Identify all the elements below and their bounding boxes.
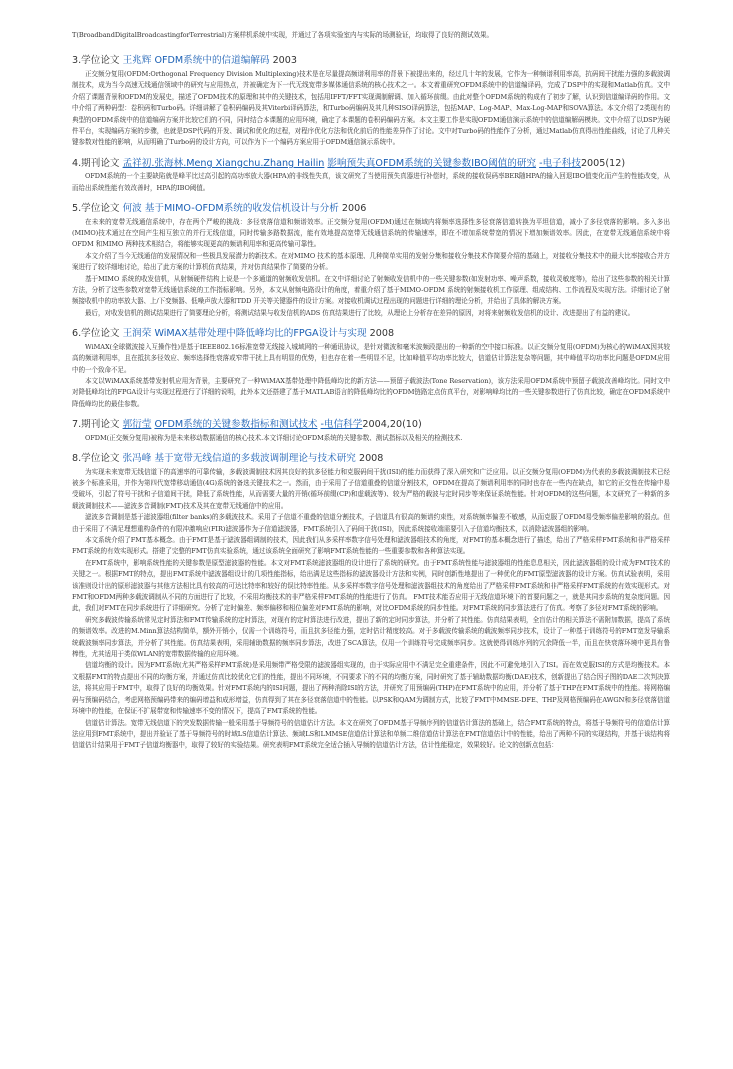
entry-number: 3. (72, 55, 82, 67)
reference-entry-3 (72, 55, 670, 148)
entry-type: 学位论文 (81, 453, 120, 465)
entry-year: 2006 (341, 203, 367, 215)
entry-heading (72, 55, 670, 68)
author-link[interactable]: 王润荣 (122, 328, 152, 340)
title-link[interactable]: 基于宽带无线信道的多载波调制理论与技术研究 (154, 453, 356, 465)
entry-number: 8. (72, 453, 82, 465)
entry-year: 2004,20(10) (362, 419, 422, 431)
reference-entry-4 (72, 158, 670, 194)
entry-heading (72, 158, 670, 171)
entry-year: 2005(12) (580, 157, 626, 169)
abstract-paragraph: 信道均衡的设计。因为FMT系统(尤其严格采样FMT系统)是采用频带严格受限的滤波器组实现的，由于实际应用中不满足完全重建条件，因此不可避免地引入了ISI。而在效克服ISI的方式是均衡技术。本文根据FMT的特点提出不同的均衡方案，并通过仿真比较优化它们的性能，提出不同环境，不同要求下的不同的均衡方案，同时研究了基于辅助数据均衡(DAE)技术，创新提出了结合因子图的DAE二次判决算法，将其应用于FMT中，取得了良好的均衡效果。针对FMT系统内的ISI问题，提出了两种消除ISI的方法，并研究了用预编码(THP)在FMT系统中的应用，并分析了基于THP在FMT系统中的性能。将网格编码与预编码结合，考虑网格预编码带来的编码增益和成形增益，仿真得到了其在多径衰落信道中的性能。以PSK和QAM为调制方式，比较了FMT中MMSE-DFE、THP及网格预编码在AWGN和多径衰落信道环境中的性能，在保证不扩展带宽和传输速率不变的情况下，提高了FMT系统的性能。 (72, 661, 670, 716)
title-link[interactable]: 基于MIMO-OFDM系统的收发信机设计与分析 (144, 203, 339, 215)
entry-heading (72, 453, 670, 466)
entry-type: 学位论文 (81, 328, 120, 340)
abstract-paragraph: 本文介绍了当今无线通信的发展情况和一些极具发展潜力的新技术。在对MIMO 技术的基本原理、几种简单实用的发射分集和接收分集技术作简要介绍的基础上，对接收分集技术中的最大比率接收合并方案进行了较详细地讨论，给出了此方案的计算机仿真结果，并对仿真结果作了简要的分析。 (72, 251, 670, 272)
author-link[interactable]: 孟祥初.张海林.Meng Xiangchu.Zhang Hailin (122, 157, 325, 169)
intro-text: T(BroadbandDigitalBroadcastingforTerrestrial)方案样机系统中实现，并通过了各项实验室内与实际的场测验证，均取得了良好的测试效果。 (72, 31, 493, 39)
entry-heading (72, 203, 670, 216)
abstract-paragraph: 滤波多音调制是基于滤波器组(filter banks)的多载波技术。采用了子信道不重叠的信道分割技术，子信道具有很高的频谱约束性，对系统频率偏差不敏感，从而克服了OFDM易受频率偏差影响的弱点。但由于采用了不满足理想重构条件的有限冲激响应(FIR)滤波器作为子信道滤波器，FMT系统引入了码间干扰(ISI)，因此系统接收端需要引入子信道均衡技术，以消除滤波器组的影响。 (72, 513, 670, 533)
author-link[interactable]: 张冯峰 (122, 453, 152, 465)
reference-entry-7 (72, 419, 670, 444)
abstract-paragraph: 本文系统介绍了FMT基本概念。由于FMT是基于滤波器组调制的技术，因此我们从多采样率数字信号处理和滤波器组技术的角度，对FMT的基本概念进行了描述，给出了严格采样FMT系统和非严格采样FMT系统的有效实现形式。搭建了完整的FMT仿真实验系统，通过该系统全面研究了影响FMT系统性能的一些重要参数和各种算法实现。 (72, 536, 670, 556)
abstract-paragraph: 本文以WiMAX系统基带发射机应用为背景，主要研究了一种WiMAX基带处理中降低峰均比的新方法——预留子载波法(Tone Reservation)，该方法采用OFDM系统中预留子载波改善峰均比。同时文中对降低峰均比的FPGA设计与实现过程进行了详细的说明，此外本文还搭建了基于MATLAB语言的降低峰均比的OFDM链路定点仿真平台，对影响峰均比的一些关键参数进行了仿真比较，确定在OFDM系统中降低峰均比的最佳参数。 (72, 376, 670, 408)
entry-number: 5. (72, 203, 82, 215)
title-link[interactable]: OFDM系统中的信道编解码 (154, 55, 270, 67)
entry-number: 4. (72, 157, 82, 169)
entry-year: 2008 (358, 453, 384, 465)
entry-number: 6. (72, 328, 82, 340)
abstract-paragraph: OFDM系统的一个主要缺陷就是峰平比过高引起的高功率放大器(HPA)的非线性失真，该文研究了当使用预失真器进行补偿时，系统的接收误码率BER随HPA的输入回退IBO值变化而产生的性能改变，从而给出系统性能有效改善时，HPA的IBO阈值。 (72, 172, 670, 192)
document-page (72, 30, 670, 752)
entry-year: 2008 (369, 328, 395, 340)
entry-type: 学位论文 (81, 55, 120, 67)
entry-type: 期刊论文 (81, 157, 120, 169)
title-link[interactable]: WiMAX基带处理中降低峰均比的FPGA设计与实现 (154, 328, 367, 340)
journal-link[interactable]: -电信科学 (320, 419, 363, 431)
entry-type: 学位论文 (81, 203, 120, 215)
abstract-paragraph: 研究多载波传输系统常见定时算法和FMT传输系统的定时算法，对现有的定时算法进行改进，提出了新的定时同步算法，并分析了其性能。仿真结果表明，全盲估计的相关算法不需附加数据，提高了系统的频谱效率。改进的M.Minn算法结构简单，额外开销小，仅需一个训练符号，而且抗多径能力强，定时估计精度较高。对于多载波传输系统的载波频率同步技术，设计了一种基于训练符号的FMT宽发导输系统载波频率同步算法，并分析了其性能。仿真结果表明，采用辅助数据的频率同步算法，改进了SCA算法，仅用一个训练符号完成频率同步。这就使得训练序列的冗余降低一半，而且在快衰落环境中更具有鲁棒性，尤其适用于类似WLAN的宽带数据传输的应用环境。 (72, 615, 670, 659)
abstract-paragraph: WiMAX(全球微波接入互操作性)是基于IEEE802.16标准宽带无线接入城域网的一种通讯协议，是针对微波和毫米波频段提出的一种新的空中接口标准。以正交频分复用(OFDM)为核心的WiMAX因其较高的频谱利用率，且在抵抗多径效应、频率选择性衰落或窄带干扰上具有明显的优势，但也存在着一些明显不足，比如峰值平均功率比较大，信道估计算法复杂等问题，其中峰值平均功率比问题是OFDM应用中的一个致命不足。 (72, 342, 670, 374)
reference-entry-5 (72, 203, 670, 319)
abstract-paragraph: 基于MIMO 系统的收发信机，从射频硬件结构上说是一个多通道的射频收发信机。在文中详细讨论了射频收发信机中的一些关键参数(如发射功率、噪声系数，接收灵敏度等)，给出了这些参数的相关计算方法，分析了这些参数对宽带无线通信系统的工作指标影响。另外，本文从射频电路设计的角度，着重介绍了基于MIMO-OFDM 系统的射频接收机工作原理、组成结构、工作流程及实现方法。详细讨论了射频接收机中的功率放大器、上/下变频器、低噪声放大器和TDD 开关等关键器件的设计方案。对接收机调试过程出现的问题进行详细的理论分析，并给出了具体的解决方案。 (72, 274, 670, 306)
entry-type: 期刊论文 (81, 419, 120, 431)
author-link[interactable]: 何波 (122, 203, 142, 215)
title-link[interactable]: 影响预失真OFDM系统的关键参数IBO阈值的研究 (327, 157, 537, 169)
entry-year: 2003 (272, 55, 297, 67)
entry-heading (72, 419, 670, 432)
abstract-paragraph: 在FMT系统中，影响系统性能的关键参数是原型滤波器的性能。本文对FMT系统滤波器组的设计进行了系统的研究。由于FMT系统性能与滤波器组的性能息息相关，因此滤波器组的设计成为FMT技术的关键之一。根据FMT的特点，提出FMT系统中滤波器组设计的几项性能指标，给出满足这些指标的滤波器设计方法和实例，同时创新性地提出了一种优化的FMT原型滤波器的设计方案。仿真试验表明，采用该准则设计出的原形滤波器与其他方法相比具有较高的可达比特率和较好的误比特率性能。从多采样率数字信号处理和滤波器组技术的角度给出了严格采样FMT系统和非严格采样FMT系统的有效实现形式。对FMT和OFDM两种多载波调制从不同的方面进行了比较，不采用均衡技术的非严格采样FMT系统的性能进行了仿真。 FMT技术能否应用于无线信道环境下的首要问题之一，就是其同步系统的复杂度问题。因此，我们对FMT在同步系统进行了详细研究。分析了定时偏差、频率偏移和相位偏差对FMT系统的影响，对比OFDM系统的同步性能。对FMT系统的同步算法进行了仿真。考察了多径对FMT系统的影响。 (72, 558, 670, 613)
abstract-paragraph: 信道估计算法。宽带无线信道下的突发数据传输一般采用基于导频符号的信道估计方法。本文在研究了OFDM基于导频序列的信道估计算法的基础上，结合FMT系统的特点，将基于导频符号的信道估计算法应用到FMT系统中，提出并验证了基于导频符号的时域LS信道估计算法、频域LS和LMMSE信道估计算法和单频二维信道估计算法在FMT信道估计中的性能，给出了两种不同的实现结构，并基于该结构将信道估计结果用于FMT子信道均衡器中，取得了较好的实验结果。研究表明FMT系统完全适合插入导频的信道估计方法，估计性能稳定，效果较好。论文的创新点包括： (72, 718, 670, 750)
abstract-paragraph: 正交频分复用(OFDM:Orthogonal Frequency Division Multiplexing)技术是在尽量提高频谱利用率的背景下被提出来的，经过几十年的发展，它作为一种频谱利用率高，抗码间干扰能力强的多载波调制技术，成为当今高速无线通信领域中的研究与应用热点，并被确定为下一代无线宽带多媒体通信系统的核心技术之一。本文着重研究OFDM系统中的信道编译码，完成了DSP中的实现和Matlab仿真。文中介绍了课题背景和OFDM的发展史，描述了OFDM技术的原理和其中的关键技术，包括用IFFT/FFT实现调制解调、加入循环前缀。由此对整个OFDM系统的构成有了初步了解，认识到信道编译码的作用。文中介绍了两种码型：卷积码和Turbo码。详细讲解了卷积码编码及其Viterbi译码算法，和Turbo码编码及其几种SISO译码算法，包括MAP、Log-MAP、Max-Log-MAP和SOVA算法。本文介绍了2类现有的典型的OFDM系统中的信道编码方案并比较它们的不同，同时结合本课题的应用环境，确定了本课题的卷积码编码方案。本文主要工作是实现OFDM通信演示系统中的信道编解码模块。文中介绍了以DSP为硬件平台，实现编码方案的步骤，也就是DSP代码的开发、调试和优化的过程，对程序优化方法和优化前后的性能差异作了讨论。文中对Turbo码的性能作了分析，通过Matlab仿真得出性能曲线，讨论了几种关键参数对性能的影响，从而明确了Turbo码的设计方向，可以作为下一个编码方案应用于OFDM通信演示系统中。 (72, 69, 670, 147)
reference-entry-6 (72, 328, 670, 410)
author-link[interactable]: 王兆辉 (122, 55, 152, 67)
abstract-paragraph: OFDM(正交频分复用)被称为是未来移动数据通信的核心技术.本文详细讨论OFDM系统的关键参数、测试指标以及相关的检测技术. (85, 433, 463, 442)
abstract-paragraph: 为实现未来宽带无线信道下的高速率的可靠传输，多载波调制技术因其良好的抗多径能力和克服码间干扰(ISI)的能力而获得了深入研究和广泛应用。以正交频分复用(OFDM)为代表的多载波调制技术已经被多个标准采用，并作为第四代宽带移动通信(4G)系统的备选关键技术之一。然而，由于采用了子信道重叠的信道分割技术，OFDM在提高了频谱利用率的同时也存在一些内在缺点，如它的正交性在传输中易受破坏，引起了符号干扰和子信道间干扰，降低了系统性能，从而需要大量的开销(循环前缀(CP)和虚载波等)、较为严格的载波与定时同步等来保证系统性能。针对OFDM的这些问题，本文研究了一种新的多载波调制技术——滤波多音调制(FMT)技术及其在宽带无线通信中的应用。 (72, 467, 670, 510)
reference-entry-8 (72, 453, 670, 752)
entry-number: 7. (72, 419, 82, 431)
journal-link[interactable]: -电子科技 (539, 157, 581, 169)
title-link[interactable]: OFDM系统的关键参数指标和测试技术 (154, 419, 318, 431)
entry-heading (72, 328, 670, 341)
abstract-paragraph: 最后，对收发信机的测试结果进行了简要理论分析，将测试结果与收发信机的ADS 仿真结果进行了比较，从理论上分析存在差异的原因，对将来射频收发信机的设计、改进提出了有益的建议。 (85, 308, 635, 317)
author-link[interactable]: 郭衍莹 (122, 419, 152, 431)
abstract-paragraph: 在未来的宽带无线通信系统中，存在两个严峻的挑战：多径衰落信道和频谱效率。正交频分复用(OFDM)通过在频域内将频率选择性多径衰落信道转换为平坦信道，减小了多径衰落的影响。多入多出(MIMO)技术通过在空间产生相互独立的并行无线信道，同时传输多路数据流，能有效地提高宽带无线通信系统的传输速率，即在不增加系统带宽的情况下增加频谱效率。因此，在宽带无线通信系统中将OFDM 和MIMO 两种技术相结合，将能够实现更高的频谱利用率和更高传输可靠性。 (72, 217, 670, 249)
